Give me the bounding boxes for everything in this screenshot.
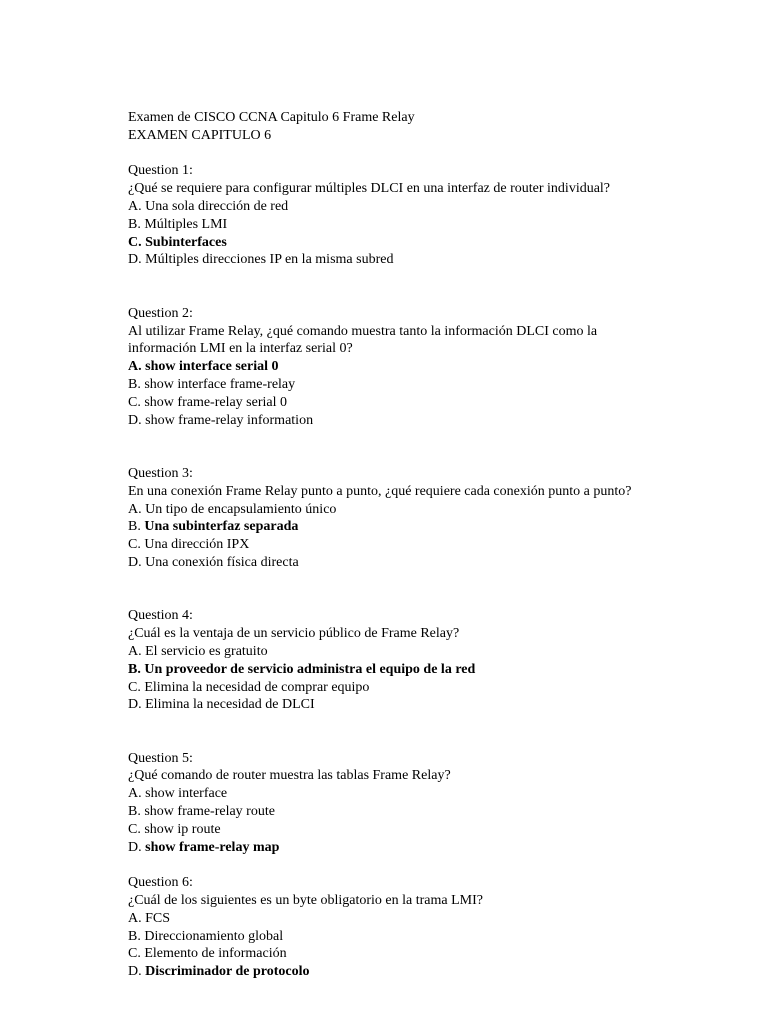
option-text: Una subinterfaz separada	[144, 519, 299, 535]
option-text: show frame-relay information	[145, 412, 314, 428]
question-block	[128, 607, 728, 714]
option-letter: C.	[128, 234, 146, 250]
question-text: ¿Qué se requiere para configurar múltiples DLCI en una interfaz de router individual?	[128, 181, 611, 197]
answer-option	[128, 945, 728, 963]
option-letter: A.	[128, 359, 146, 375]
answer-option	[128, 785, 728, 803]
answer-option	[128, 251, 728, 269]
question-label: Question 1:	[128, 163, 193, 179]
option-letter: D.	[128, 964, 146, 980]
option-text: show interface frame-relay	[144, 376, 296, 392]
option-letter: C.	[128, 679, 145, 695]
option-letter: B.	[128, 376, 145, 392]
option-letter: C.	[128, 821, 145, 837]
option-text: Múltiples direcciones IP en la misma subred	[145, 252, 394, 268]
option-letter: B.	[128, 519, 145, 535]
question-text: ¿Qué comando de router muestra las tablas Frame Relay?	[128, 768, 451, 784]
answer-option	[128, 821, 728, 839]
option-text: show frame-relay serial 0	[144, 394, 288, 410]
question-label: Question 6:	[128, 875, 193, 891]
option-text: FCS	[145, 910, 171, 926]
option-text: Direccionamiento global	[144, 928, 284, 944]
option-text: show ip route	[144, 821, 221, 837]
answer-option	[128, 696, 728, 714]
option-letter: B.	[128, 804, 145, 820]
option-text: Elimina la necesidad de DLCI	[145, 697, 315, 713]
answer-option	[128, 536, 728, 554]
document-page	[128, 109, 728, 1017]
answer-option-correct	[128, 963, 728, 981]
answer-option	[128, 501, 728, 519]
option-text: Múltiples LMI	[144, 216, 228, 232]
question-text: ¿Cuál de los siguientes es un byte obligatorio en la trama LMI?	[128, 893, 483, 909]
answer-option	[128, 216, 728, 234]
question-text: información LMI en la interfaz serial 0?	[128, 341, 353, 357]
question-label: Question 4:	[128, 608, 193, 624]
answer-option-correct	[128, 518, 728, 536]
answer-option-correct	[128, 358, 728, 376]
option-letter: A.	[128, 910, 146, 926]
answer-option	[128, 412, 728, 430]
answer-option	[128, 803, 728, 821]
question-text: ¿Cuál es la ventaja de un servicio público de Frame Relay?	[128, 626, 460, 642]
option-letter: A.	[128, 198, 146, 214]
option-letter: B.	[128, 661, 145, 677]
option-letter: D.	[128, 697, 146, 713]
option-text: Un proveedor de servicio administra el equipo de la red	[144, 661, 476, 677]
answer-option	[128, 394, 728, 412]
option-text: show frame-relay map	[145, 839, 280, 855]
option-letter: A.	[128, 786, 146, 802]
answer-option	[128, 928, 728, 946]
question-text: Al utilizar Frame Relay, ¿qué comando muestra tanto la información DLCI como la	[128, 323, 598, 339]
option-text: show frame-relay route	[144, 804, 275, 820]
document-subtitle: EXAMEN CAPITULO 6	[128, 127, 272, 143]
option-letter: A.	[128, 501, 146, 517]
option-text: Elemento de información	[144, 946, 287, 962]
option-letter: C.	[128, 946, 145, 962]
question-label: Question 5:	[128, 750, 193, 766]
option-text: Discriminador de protocolo	[145, 964, 310, 980]
answer-option	[128, 198, 728, 216]
question-block	[128, 750, 728, 857]
question-block	[128, 305, 728, 430]
answer-option	[128, 376, 728, 394]
answer-option	[128, 643, 728, 661]
answer-option	[128, 910, 728, 928]
option-letter: B.	[128, 216, 145, 232]
option-text: show interface	[145, 786, 228, 802]
option-letter: B.	[128, 928, 145, 944]
answer-option-correct	[128, 839, 728, 857]
question-label: Question 2:	[128, 305, 193, 321]
option-text: Una conexión física directa	[145, 554, 299, 570]
answer-option-correct	[128, 234, 728, 252]
option-text: show interface serial 0	[145, 359, 279, 375]
question-list	[128, 162, 728, 981]
answer-option-correct	[128, 661, 728, 679]
answer-option	[128, 679, 728, 697]
option-text: Subinterfaces	[145, 234, 227, 250]
option-letter: D.	[128, 252, 146, 268]
option-letter: D.	[128, 839, 146, 855]
option-text: El servicio es gratuito	[145, 643, 268, 659]
question-block	[128, 162, 728, 269]
option-text: Una sola dirección de red	[145, 198, 289, 214]
option-text: Una dirección IPX	[144, 537, 250, 553]
option-letter: D.	[128, 412, 146, 428]
option-letter: A.	[128, 643, 146, 659]
question-block	[128, 465, 728, 572]
answer-option	[128, 554, 728, 572]
option-text: Elimina la necesidad de comprar equipo	[144, 679, 370, 695]
question-block	[128, 874, 728, 981]
document-title: Examen de CISCO CCNA Capitulo 6 Frame Relay	[128, 110, 415, 125]
option-letter: C.	[128, 394, 145, 410]
option-letter: C.	[128, 537, 145, 553]
document-heading	[128, 109, 728, 145]
option-letter: D.	[128, 554, 146, 570]
question-label: Question 3:	[128, 465, 193, 481]
option-text: Un tipo de encapsulamiento único	[145, 501, 337, 517]
question-text: En una conexión Frame Relay punto a punto, ¿qué requiere cada conexión punto a punto?	[128, 483, 632, 499]
